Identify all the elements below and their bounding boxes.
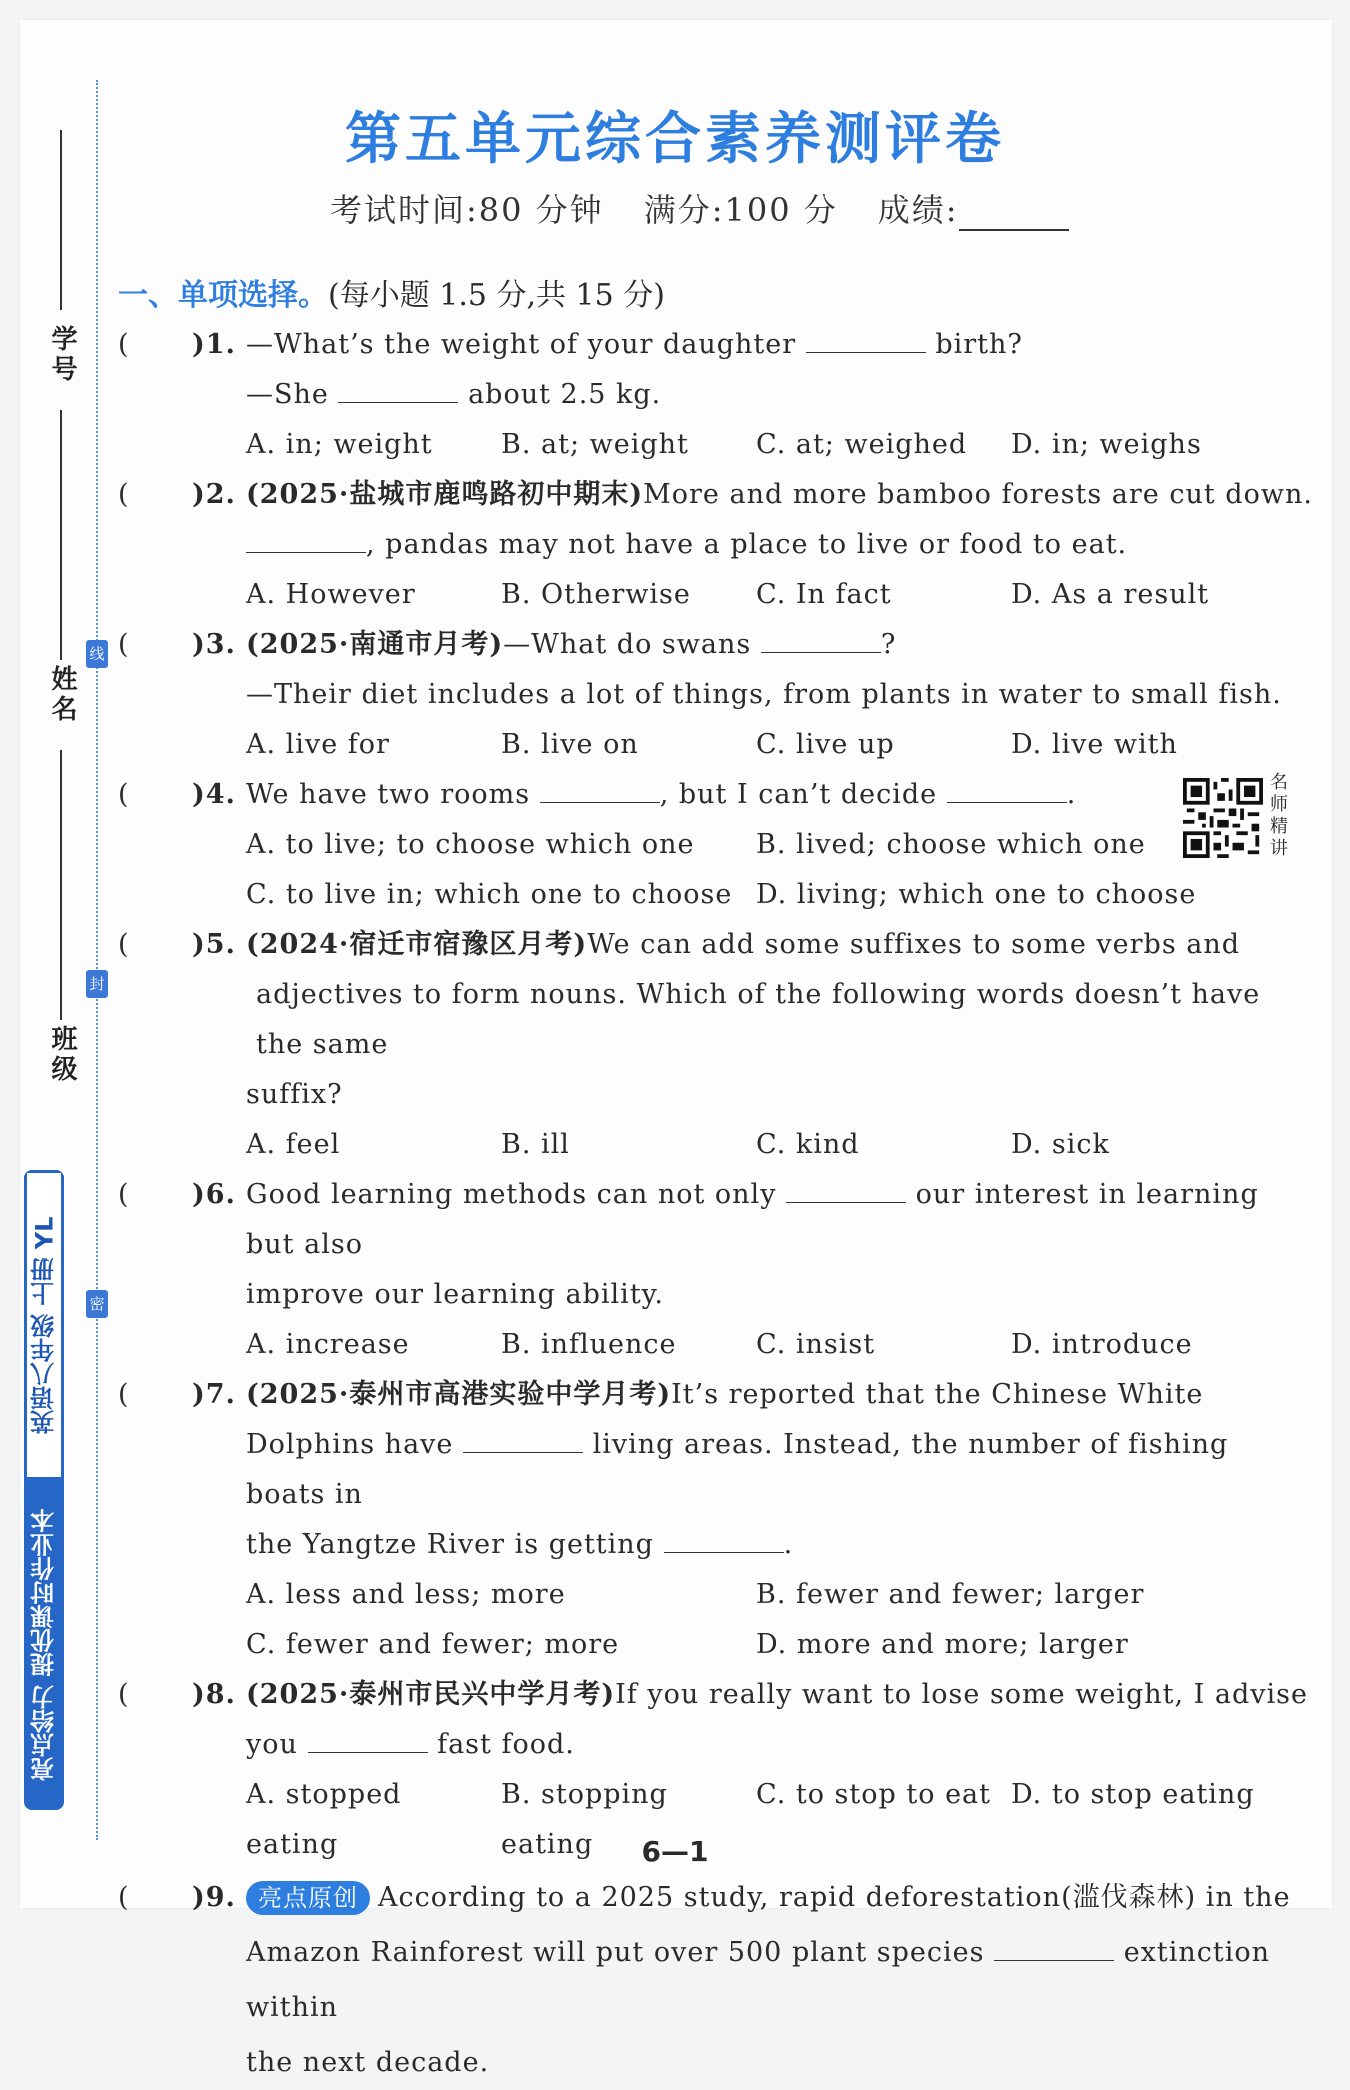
- name-underline: [60, 410, 62, 660]
- question-number: )8.: [192, 1679, 236, 1710]
- options: [246, 1320, 1313, 1370]
- question-text: —What do swans: [503, 629, 752, 660]
- answer-paren-3[interactable]: (: [118, 629, 130, 660]
- question-number: )7.: [192, 1379, 236, 1410]
- answer-paren-1[interactable]: (: [118, 329, 130, 360]
- question-text: fast food.: [437, 1729, 575, 1760]
- question-6: [118, 1170, 1313, 1370]
- answer-blank[interactable]: [664, 1522, 784, 1553]
- option-c[interactable]: C. insist: [756, 1329, 876, 1360]
- question-4: [118, 770, 1313, 920]
- class-label: 班级: [47, 1025, 77, 1085]
- question-list: [118, 320, 1313, 2090]
- spine-grade-label: 英语八年级 上册 YL: [24, 1170, 64, 1480]
- question-text: It’s reported that the Chinese White: [671, 1379, 1204, 1410]
- answer-blank[interactable]: [540, 772, 660, 803]
- question-text: ?: [880, 629, 897, 660]
- options: [246, 570, 1313, 620]
- option-a[interactable]: A. stopped eating: [246, 1779, 402, 1860]
- option-d[interactable]: D. introduce: [1011, 1329, 1193, 1360]
- option-d[interactable]: D. to stop eating: [1011, 1779, 1255, 1810]
- option-d[interactable]: D. live with: [1011, 729, 1178, 760]
- option-c[interactable]: C. kind: [756, 1129, 860, 1160]
- question-text: adjectives to form nouns. Which of the following words doesn’t have the same: [256, 979, 1261, 1060]
- question-2: [118, 470, 1313, 620]
- exam-info: [330, 185, 1109, 231]
- question-text: .: [783, 1529, 794, 1560]
- answer-blank[interactable]: [338, 372, 458, 403]
- question-source: (2024·宿迁市宿豫区月考): [246, 929, 588, 960]
- qr-code-icon[interactable]: [1183, 778, 1263, 858]
- options: [246, 1570, 1313, 1620]
- option-d[interactable]: D. more and more; larger: [756, 1629, 1129, 1660]
- binding-dotted-line: [96, 80, 98, 1840]
- qr-caption: [1270, 772, 1296, 860]
- question-number: )2.: [192, 479, 236, 510]
- answer-paren-9[interactable]: (: [118, 1882, 130, 1913]
- question-text: living areas. Instead, the number of fishing boats in: [246, 1429, 1229, 1510]
- question-source: (2025·盐城市鹿鸣路初中期末): [246, 479, 644, 510]
- question-number: )1.: [192, 329, 236, 360]
- option-a[interactable]: A. in; weight: [246, 429, 433, 460]
- option-b[interactable]: B. at; weight: [501, 429, 689, 460]
- option-a[interactable]: A. to live; to choose which one: [246, 829, 695, 860]
- question-text: improve our learning ability.: [246, 1279, 664, 1310]
- answer-blank[interactable]: [463, 1422, 583, 1453]
- question-5: [118, 920, 1313, 1170]
- qr-caption-char: 师: [1270, 794, 1288, 815]
- option-c[interactable]: C. fewer and fewer; more: [246, 1629, 620, 1660]
- question-3: [118, 620, 1313, 770]
- qr-caption-char: 名: [1270, 772, 1288, 793]
- option-d[interactable]: D. As a result: [1011, 579, 1210, 610]
- answer-paren-8[interactable]: (: [118, 1679, 130, 1710]
- question-text: our interest in learning but also: [246, 1179, 1259, 1260]
- answer-paren-5[interactable]: (: [118, 929, 130, 960]
- original-tag: 亮点原创: [246, 1881, 370, 1915]
- question-text: Good learning methods can not only: [246, 1179, 777, 1210]
- question-text: —Their diet includes a lot of things, from plants in water to small fish.: [246, 679, 1282, 710]
- question-source: (2025·泰州市高港实验中学月考): [246, 1379, 672, 1410]
- exam-full-score: 满分:100 分: [643, 191, 838, 229]
- cut-mark-secret: 密: [86, 1290, 108, 1318]
- answer-blank[interactable]: [806, 322, 926, 353]
- question-1: [118, 320, 1313, 470]
- section-note: (每小题 1.5 分,共 15 分): [328, 278, 665, 313]
- option-a[interactable]: A. live for: [246, 729, 390, 760]
- option-c[interactable]: C. In fact: [756, 579, 892, 610]
- option-a[interactable]: A. However: [246, 579, 416, 610]
- option-c[interactable]: C. at; weighed: [756, 429, 968, 460]
- option-d[interactable]: D. in; weighs: [1011, 429, 1202, 460]
- options: [246, 420, 1313, 470]
- answer-blank[interactable]: [786, 1172, 906, 1203]
- cut-mark-seal: 封: [86, 970, 108, 998]
- question-number: )9.: [192, 1882, 236, 1913]
- question-text: birth?: [935, 329, 1023, 360]
- question-text: Amazon Rainforest will put over 500 plant species: [246, 1937, 985, 1968]
- question-text: the Yangtze River is getting: [246, 1529, 654, 1560]
- question-text: We can add some suffixes to some verbs and: [587, 929, 1241, 960]
- question-7: [118, 1370, 1313, 1670]
- qr-caption-char: 讲: [1270, 838, 1288, 859]
- question-text: According to a 2025 study, rapid deforestation(滥伐森林) in the: [378, 1882, 1291, 1913]
- question-text: the next decade.: [246, 2047, 490, 2078]
- section-title: 一、单项选择。: [118, 278, 328, 313]
- question-text: —She: [246, 379, 329, 410]
- question-text: —What’s the weight of your daughter: [246, 329, 797, 360]
- page-title: 第五单元综合素养测评卷: [345, 106, 1005, 172]
- question-text: Dolphins have: [246, 1429, 454, 1460]
- cut-mark-line: 线: [86, 640, 108, 668]
- qr-caption-char: 精: [1270, 816, 1288, 837]
- options: [246, 820, 1313, 870]
- option-d[interactable]: D. living; which one to choose: [756, 879, 1197, 910]
- question-number: )6.: [192, 1179, 236, 1210]
- answer-paren-2[interactable]: (: [118, 479, 130, 510]
- question-number: )5.: [192, 929, 236, 960]
- question-source: (2025·泰州市民兴中学月考): [246, 1679, 616, 1710]
- answer-paren-6[interactable]: (: [118, 1179, 130, 1210]
- option-c[interactable]: C. to live in; which one to choose: [246, 879, 733, 910]
- option-c[interactable]: C. to stop to eat: [756, 1779, 991, 1810]
- name-label: 姓名: [47, 665, 77, 725]
- question-text: you: [246, 1729, 298, 1760]
- question-number: )3.: [192, 629, 236, 660]
- question-source: (2025·南通市月考): [246, 629, 504, 660]
- options: [246, 1120, 1313, 1170]
- page-number: 6—1: [641, 1835, 709, 1868]
- answer-paren-4[interactable]: (: [118, 779, 130, 810]
- question-text: , pandas may not have a place to live or food to eat.: [366, 529, 1128, 560]
- option-a[interactable]: A. less and less; more: [246, 1579, 566, 1610]
- option-b[interactable]: B. fewer and fewer; larger: [756, 1579, 1145, 1610]
- answer-blank[interactable]: [246, 522, 366, 553]
- question-text: extinction within: [246, 1937, 1271, 2023]
- id-label: 学号: [47, 325, 77, 385]
- question-text: If you really want to lose some weight, I advise: [615, 1679, 1308, 1710]
- answer-blank[interactable]: [761, 622, 881, 653]
- options: [246, 1620, 1313, 1670]
- class-underline: [60, 750, 62, 1020]
- question-text: .: [1066, 779, 1077, 810]
- option-a[interactable]: A. feel: [246, 1129, 341, 1160]
- book-spine: [24, 1170, 64, 1810]
- option-b[interactable]: B. Otherwise: [501, 579, 691, 610]
- score-blank[interactable]: [959, 199, 1069, 231]
- option-c[interactable]: C. live up: [756, 729, 895, 760]
- question-text: , but I can’t decide: [659, 779, 938, 810]
- option-b[interactable]: B. live on: [501, 729, 639, 760]
- option-a[interactable]: A. increase: [246, 1329, 410, 1360]
- spine-series-label: 亮点给力 提优课时作业本: [30, 1508, 59, 1782]
- option-b[interactable]: B. ill: [501, 1129, 570, 1160]
- section-heading: [118, 270, 665, 314]
- question-9: [118, 1870, 1313, 2090]
- options: [246, 870, 1313, 920]
- exam-time: 考试时间:80 分钟: [330, 191, 604, 229]
- question-text: We have two rooms: [246, 779, 531, 810]
- option-d[interactable]: D. sick: [1011, 1129, 1110, 1160]
- question-text: More and more bamboo forests are cut down.: [643, 479, 1313, 510]
- question-number: )4.: [192, 779, 236, 810]
- options: [246, 720, 1313, 770]
- score-label: 成绩:: [877, 191, 959, 229]
- option-b[interactable]: B. influence: [501, 1329, 677, 1360]
- option-b[interactable]: B. stopping eating: [501, 1779, 668, 1860]
- answer-blank[interactable]: [947, 772, 1067, 803]
- answer-blank[interactable]: [308, 1722, 428, 1753]
- answer-blank[interactable]: [994, 1930, 1114, 1961]
- question-text: about 2.5 kg.: [468, 379, 662, 410]
- answer-paren-7[interactable]: (: [118, 1379, 130, 1410]
- question-text: suffix?: [246, 1079, 343, 1110]
- option-b[interactable]: B. lived; choose which one: [756, 829, 1146, 860]
